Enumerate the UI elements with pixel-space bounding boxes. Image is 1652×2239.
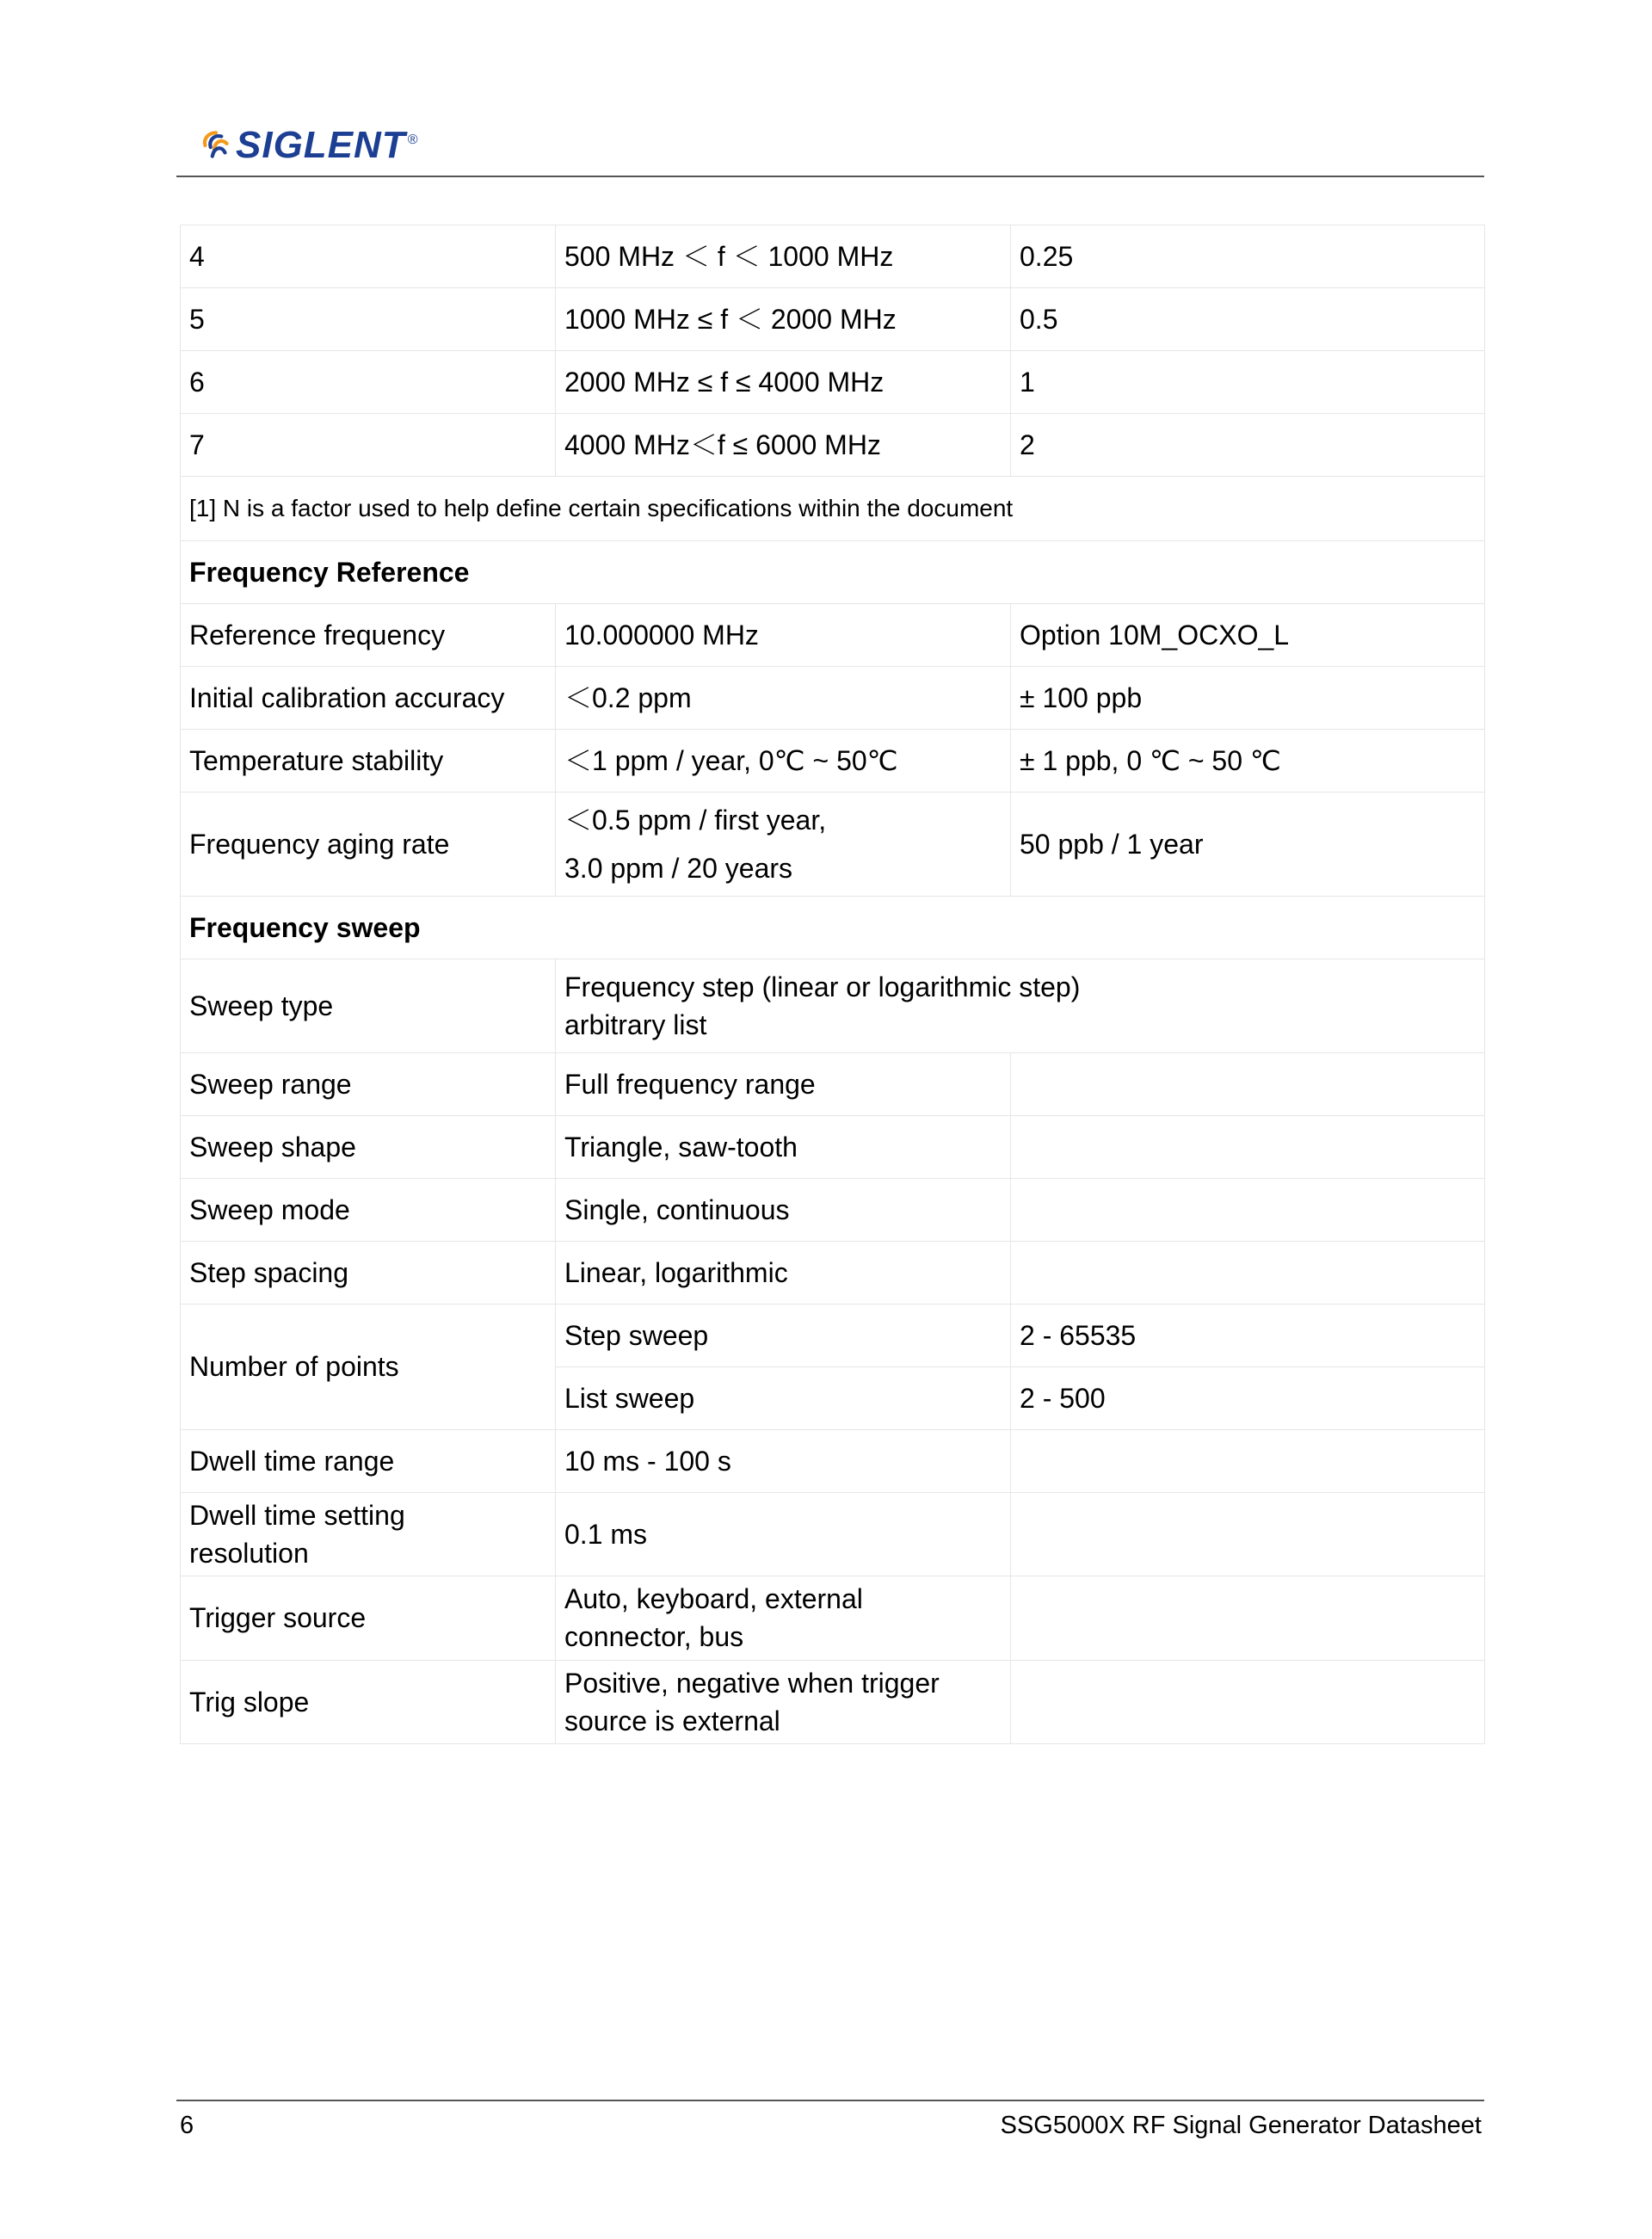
param-label: Sweep shape <box>181 1116 556 1179</box>
standard-value: 10.000000 MHz <box>556 604 1011 667</box>
trigger-source-line-2: connector, bus <box>564 1621 744 1653</box>
section-heading-row <box>181 897 1485 959</box>
param-label: Sweep mode <box>181 1179 556 1242</box>
sweep-type-line-1: Frequency step (linear or logarithmic step) <box>564 971 1081 1002</box>
param-label: Sweep range <box>181 1053 556 1116</box>
spec-row <box>181 1179 1485 1242</box>
n-factor-row <box>181 288 1485 351</box>
empty-cell <box>1011 1660 1485 1743</box>
spec-row <box>181 1116 1485 1179</box>
factor-value: 0.25 <box>1011 225 1485 288</box>
param-label: Frequency aging rate <box>181 793 556 897</box>
n-factor-row <box>181 351 1485 414</box>
empty-cell <box>1011 1242 1485 1305</box>
siglent-logo <box>198 124 418 167</box>
page-footer <box>176 2100 1484 2139</box>
spec-row <box>181 793 1485 897</box>
param-label: Trigger source <box>181 1576 556 1660</box>
logo-wordmark: SIGLENT ® <box>236 124 419 166</box>
dwell-resolution-line-2: resolution <box>189 1538 309 1570</box>
standard-value <box>556 793 1011 897</box>
standard-value: ＜0.2 ppm <box>556 667 1011 730</box>
n-value: 4 <box>181 225 556 288</box>
spec-row <box>181 730 1485 793</box>
sweep-type-line-2: arbitrary list <box>564 1009 707 1040</box>
param-label: Temperature stability <box>181 730 556 793</box>
spec-row <box>181 1242 1485 1305</box>
trig-slope-line-1: Positive, negative when trigger <box>564 1667 940 1699</box>
param-label <box>181 1493 556 1576</box>
spec-row <box>181 959 1485 1053</box>
spec-value: 0.1 ms <box>556 1493 1011 1576</box>
n-factor-row <box>181 414 1485 477</box>
frequency-range: 2000 MHz ≤ f ≤ 4000 MHz <box>556 351 1011 414</box>
spec-row <box>181 604 1485 667</box>
empty-cell <box>1011 1576 1485 1660</box>
spec-value: Single, continuous <box>556 1179 1011 1242</box>
spec-row <box>181 1305 1485 1367</box>
footnote-row <box>181 477 1485 541</box>
standard-value: ＜1 ppm / year, 0℃ ~ 50℃ <box>556 730 1011 793</box>
spec-value: Linear, logarithmic <box>556 1242 1011 1305</box>
frequency-reference-title: Frequency Reference <box>181 541 1485 604</box>
page-number: 6 <box>180 2112 194 2139</box>
spec-row <box>181 1576 1485 1660</box>
document-title: SSG5000X RF Signal Generator Datasheet <box>1000 2112 1482 2139</box>
aging-line-1: ＜0.5 ppm / first year, <box>564 805 827 836</box>
footnote-text: [1] N is a factor used to help define certain specifications within the document <box>181 477 1485 541</box>
param-label: Number of points <box>181 1305 556 1430</box>
section-heading-row <box>181 541 1485 604</box>
empty-cell <box>1011 1179 1485 1242</box>
option-value: Option 10M_OCXO_L <box>1011 604 1485 667</box>
aging-line-2: 3.0 ppm / 20 years <box>564 853 793 884</box>
empty-cell <box>1011 1053 1485 1116</box>
spec-row <box>181 667 1485 730</box>
list-sweep-label: List sweep <box>556 1367 1011 1430</box>
n-value: 5 <box>181 288 556 351</box>
frequency-sweep-title: Frequency sweep <box>181 897 1485 959</box>
n-value: 6 <box>181 351 556 414</box>
factor-value: 0.5 <box>1011 288 1485 351</box>
spec-table <box>180 225 1485 1744</box>
frequency-range: 500 MHz ＜ f ＜ 1000 MHz <box>556 225 1011 288</box>
dwell-resolution-line-1: Dwell time setting <box>189 1500 405 1531</box>
spec-value: Triangle, saw-tooth <box>556 1116 1011 1179</box>
frequency-range: 4000 MHz＜f ≤ 6000 MHz <box>556 414 1011 477</box>
option-value: 50 ppb / 1 year <box>1011 793 1485 897</box>
param-label: Reference frequency <box>181 604 556 667</box>
siglent-swirl-icon <box>198 127 234 163</box>
step-sweep-label: Step sweep <box>556 1305 1011 1367</box>
empty-cell <box>1011 1116 1485 1179</box>
n-value: 7 <box>181 414 556 477</box>
spec-value: Full frequency range <box>556 1053 1011 1116</box>
sweep-type-value <box>556 959 1485 1053</box>
param-label: Trig slope <box>181 1660 556 1743</box>
trigger-source-line-1: Auto, keyboard, external <box>564 1583 863 1615</box>
spec-row <box>181 1430 1485 1493</box>
spec-value <box>556 1576 1011 1660</box>
spec-value: 10 ms - 100 s <box>556 1430 1011 1493</box>
param-label: Initial calibration accuracy <box>181 667 556 730</box>
spec-row <box>181 1053 1485 1116</box>
param-label: Dwell time range <box>181 1430 556 1493</box>
trig-slope-line-2: source is external <box>564 1705 780 1736</box>
option-value: ± 1 ppb, 0 ℃ ~ 50 ℃ <box>1011 730 1485 793</box>
spec-row <box>181 1493 1485 1576</box>
param-label: Sweep type <box>181 959 556 1053</box>
spec-row <box>181 1660 1485 1743</box>
option-value: ± 100 ppb <box>1011 667 1485 730</box>
list-sweep-value: 2 - 500 <box>1011 1367 1485 1430</box>
spec-value <box>556 1660 1011 1743</box>
param-label: Step spacing <box>181 1242 556 1305</box>
empty-cell <box>1011 1430 1485 1493</box>
factor-value: 2 <box>1011 414 1485 477</box>
step-sweep-value: 2 - 65535 <box>1011 1305 1485 1367</box>
frequency-range: 1000 MHz ≤ f ＜ 2000 MHz <box>556 288 1011 351</box>
page-header <box>176 119 1484 177</box>
factor-value: 1 <box>1011 351 1485 414</box>
empty-cell <box>1011 1493 1485 1576</box>
n-factor-row <box>181 225 1485 288</box>
